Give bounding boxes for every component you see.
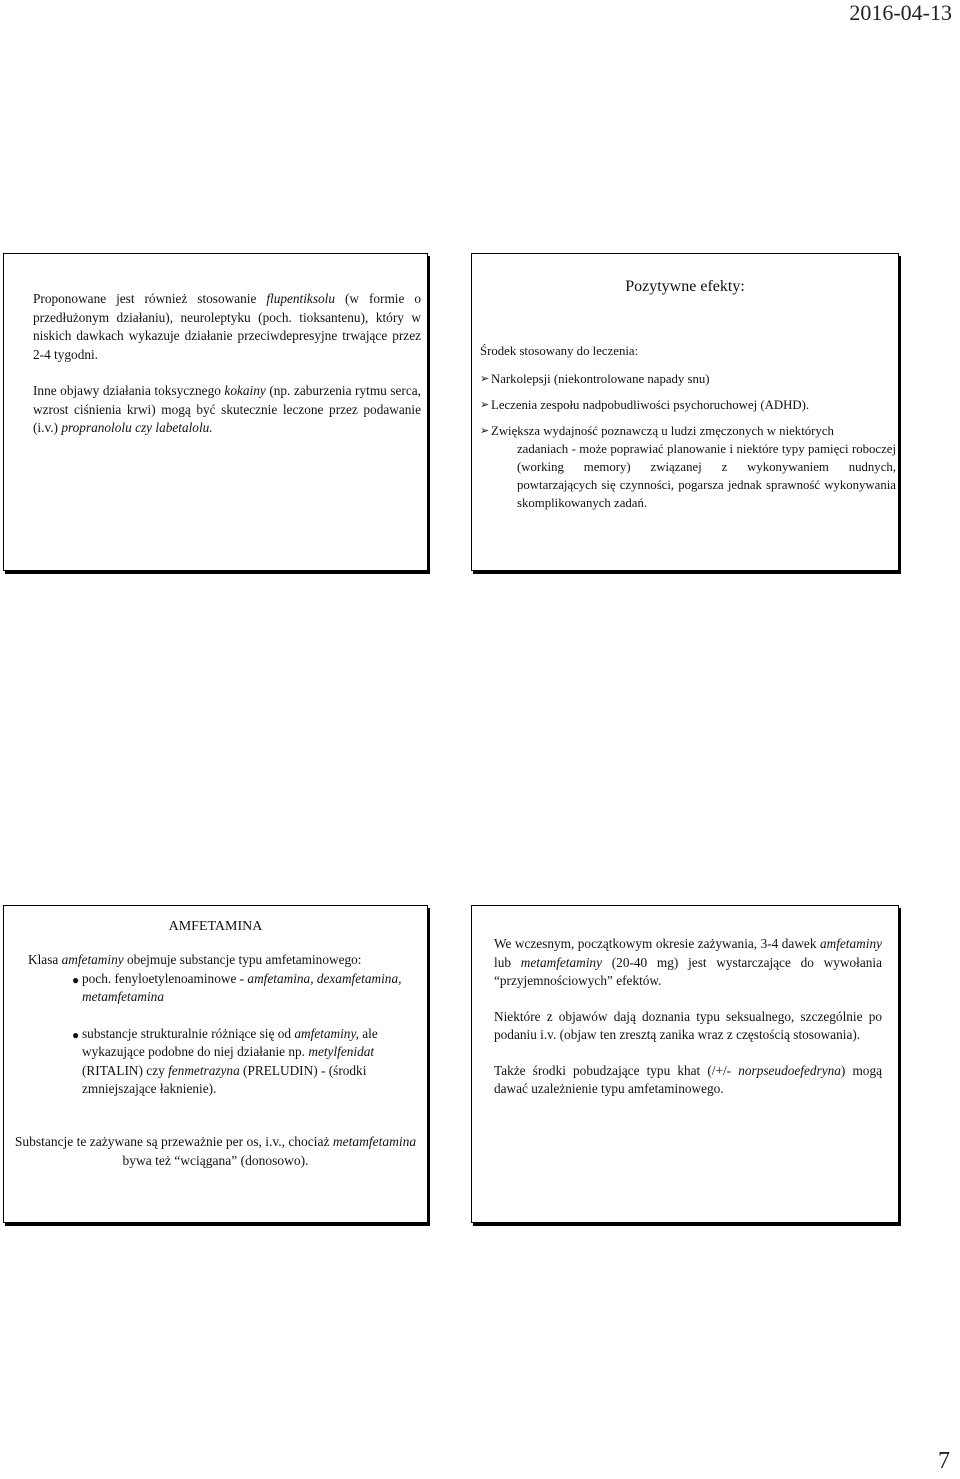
- text-run: Substancje te zażywane są przeważnie per os, i.v., chociaż: [14, 1134, 333, 1149]
- text-run: bywa też “wciągana” (donosowo).: [122, 1152, 309, 1168]
- drug-name: amfetamina, dexamfetamina, metamfetamina: [82, 970, 402, 1004]
- text-run: We wczesnym, początkowym okresie zażywania, 3-4 dawek: [494, 936, 820, 951]
- slide-title: AMFETAMINA: [168, 919, 263, 934]
- slide-body: [494, 935, 882, 1099]
- paragraph-khat: [494, 1062, 882, 1099]
- text-run: lub: [494, 954, 521, 970]
- drug-name: amfetaminy,: [294, 1025, 359, 1041]
- slide-body: [33, 290, 421, 438]
- text-run: (RITALIN) czy: [82, 1062, 169, 1078]
- page-number: 7: [938, 1448, 950, 1474]
- text-run: (np. zaburzenia rytmu serca, wzrost ciśnienia krwi) mogą być skutecznie leczone przez podawanie (i.v.): [33, 383, 421, 435]
- drug-name: norpseudoefedryna: [738, 1062, 841, 1078]
- intro-text: Środek stosowany do leczenia:: [480, 344, 639, 358]
- drug-name: kokainy: [224, 383, 266, 398]
- text-run: obejmuje substancje typu amfetaminowego:: [123, 952, 362, 967]
- list-item: [480, 422, 896, 440]
- text-run: Także środki pobudzające typu khat (/+/-: [494, 1062, 739, 1078]
- list-item-text: Zwiększa wydajność poznawczą u ludzi zmęczonych w niektórych: [491, 424, 834, 438]
- slide-body: [28, 951, 420, 1099]
- drug-name: flupentiksolu: [266, 291, 336, 306]
- slide-amfetamina: [3, 905, 428, 1223]
- text-run: (w formie o przedłużonym działaniu), neuroleptyku (poch. tioksantenu), który w niskich dawkach wykazuje działanie przeciwdepresyjne trwające przez 2-4 tygodni.: [33, 291, 421, 362]
- slide-amfetamine-effects: [471, 905, 899, 1223]
- text-run: Proponowane jest również stosowanie: [33, 291, 267, 306]
- text-run: (20-40 mg) jest wystarczające do wywołania “przyjemnościowych” efektów.: [494, 954, 882, 988]
- drug-name: metamfetamina: [332, 1134, 417, 1149]
- drug-name: propranololu czy labetalolu.: [61, 420, 213, 435]
- text-run: Klasa: [28, 952, 62, 967]
- bullet-dot-icon: ●: [72, 972, 80, 987]
- list-item: [28, 1025, 420, 1099]
- paragraph-early-use: [494, 935, 882, 991]
- class-definition: [28, 951, 420, 970]
- paragraph-cocaine-toxicity: [33, 382, 421, 438]
- text-run: substancje strukturalnie różniące się od: [82, 1025, 295, 1041]
- text-run: (PRELUDIN) - (środki zmniejszające łaknienie).: [82, 1062, 367, 1096]
- page-date: 2016-04-13: [849, 0, 952, 25]
- bullet-dot-icon: ●: [72, 1027, 80, 1042]
- arrow-bullet-icon: ➢: [480, 399, 490, 411]
- drug-name: amfetaminy: [61, 952, 124, 967]
- drug-name: amfetaminy: [819, 936, 882, 951]
- list-item-text: Leczenia zespołu nadpobudliwości psychoruchowej (ADHD).: [491, 398, 810, 412]
- list-item: [480, 370, 896, 388]
- text-run: Inne objawy działania toksycznego: [33, 383, 225, 398]
- arrow-bullet-icon: ➢: [480, 373, 490, 385]
- list-item: [480, 396, 896, 414]
- drug-name: metamfetaminy: [520, 954, 602, 970]
- arrow-bullet-icon: ➢: [480, 425, 490, 437]
- paragraph-sexual-effects: Niektóre z objawów dają doznania typu seksualnego, szczególnie po podaniu i.v. (objaw ten zresztą zanika wraz z częstością stosowania).: [494, 1008, 882, 1042]
- list-item: [28, 970, 420, 1007]
- list-item-continuation: zadaniach - może poprawiać planowanie i niektóre typy pamięci roboczej (working memory) związanej z wykonywaniem nudnych, powtarzających się czynności, pogarsza jednak sprawność wykonywania skomplikowanych zadań.: [517, 442, 896, 510]
- text-run: ale wykazujące podobne do niej działanie np.: [82, 1025, 378, 1059]
- drug-name: metylfenidat: [308, 1044, 375, 1059]
- list-item-text: Narkolepsji (niekontrolowane napady snu): [491, 372, 710, 386]
- slide-flupentiksol: [3, 253, 428, 571]
- slide-footnote: [4, 1133, 427, 1170]
- slide-title: Pozytywne efekty:: [625, 278, 745, 295]
- slide-body: [480, 342, 896, 512]
- text-run: ) mogą dawać uzależnienie typu amfetaminowego.: [494, 1062, 882, 1096]
- text-run: poch. fenyloetylenoaminowe -: [82, 970, 248, 986]
- drug-name: fenmetrazyna: [168, 1062, 240, 1078]
- paragraph-flupentiksol: [33, 290, 421, 364]
- slide-positive-effects: [471, 253, 899, 571]
